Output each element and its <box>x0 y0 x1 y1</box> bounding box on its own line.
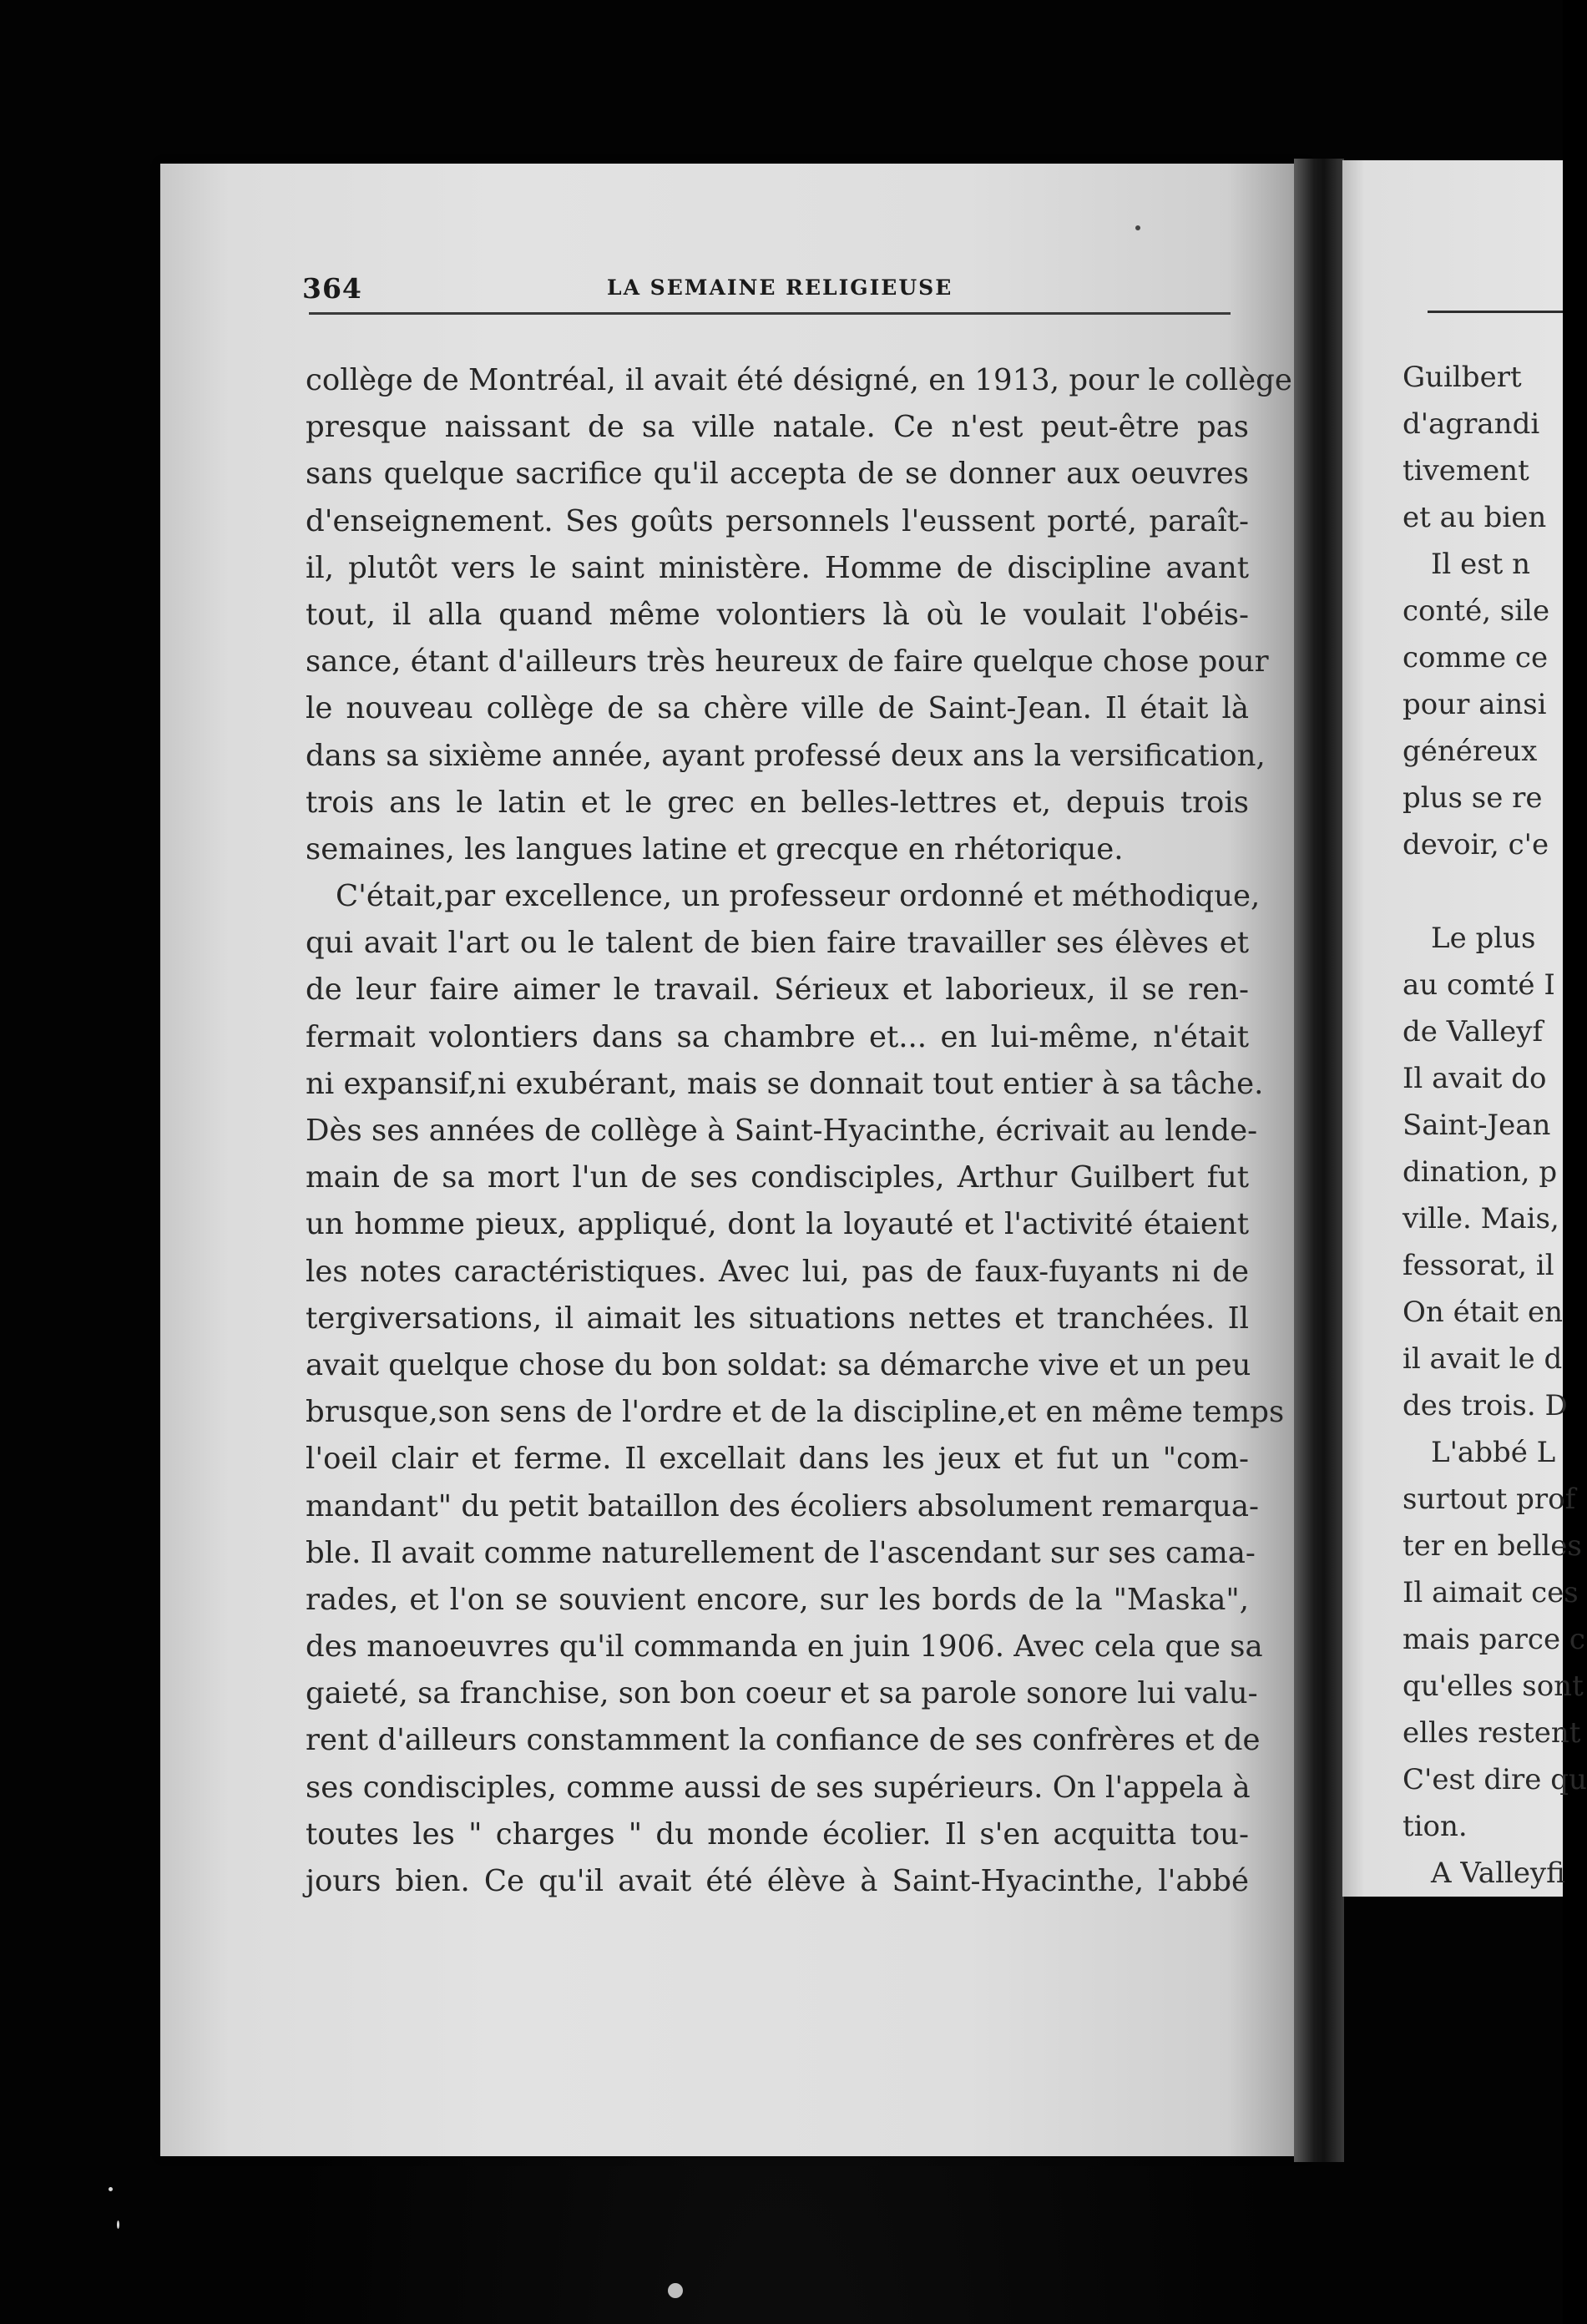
right-page-line: qu'elles sont <box>1403 1670 1584 1703</box>
right-page-line: Guilbert <box>1403 361 1522 394</box>
text-line: les notes caractéristiques. Avec lui, pas de faux-fuyants ni de <box>306 1254 1249 1289</box>
book-gutter <box>1294 159 1344 2162</box>
right-page-line: il avait le d <box>1403 1342 1563 1376</box>
body-text <box>306 357 1292 1905</box>
dust-speck <box>1135 225 1140 230</box>
text-line: main de sa mort l'un de ses condisciples, Arthur Guilbert fut <box>306 1160 1249 1195</box>
right-page-line: ville. Mais, <box>1403 1202 1559 1235</box>
right-page-line: conté, sile <box>1403 594 1550 628</box>
text-line: avait quelque chose du bon soldat: sa démarche vive et un peu <box>306 1347 1251 1382</box>
right-page-line: tivement <box>1403 454 1529 488</box>
text-line: trois ans le latin et le grec en belles-lettres et, depuis trois <box>306 785 1249 820</box>
right-page-line: Saint-Jean <box>1403 1109 1551 1142</box>
right-page-line: ter en belles <box>1403 1529 1582 1563</box>
running-title: LA SEMAINE RELIGIEUSE <box>607 275 953 300</box>
text-line: de leur faire aimer le travail. Sérieux et laborieux, il se ren- <box>306 973 1249 1008</box>
right-page-line: tion. <box>1403 1810 1468 1843</box>
right-page-line: comme ce <box>1403 641 1549 674</box>
header-rule <box>309 312 1231 315</box>
dust-speck <box>109 2187 113 2191</box>
text-line: sans quelque sacrifice qu'il accepta de se donner aux oeuvres <box>306 457 1249 492</box>
right-page-line: devoir, c'e <box>1403 828 1549 861</box>
text-line: C'était,par excellence, un professeur ordonné et méthodique, <box>336 879 1261 914</box>
right-page-line: d'agrandi <box>1403 407 1540 441</box>
page-number: 364 <box>302 272 362 305</box>
right-page-line: au comté I <box>1403 968 1555 1002</box>
right-page-line <box>1403 868 1569 915</box>
dust-speck <box>668 2283 683 2298</box>
text-line: brusque,son sens de l'ordre et de la discipline,et en même temps <box>306 1395 1285 1430</box>
text-line: l'oeil clair et ferme. Il excellait dans les jeux et fut un "com- <box>306 1442 1249 1477</box>
right-page-line: Il aimait ces <box>1403 1576 1579 1609</box>
text-line: des manoeuvres qu'il commanda en juin 1906. Avec cela que sa <box>306 1629 1263 1665</box>
text-line: sance, étant d'ailleurs très heureux de faire quelque chose pour <box>306 644 1269 680</box>
right-page-text <box>1403 354 1587 1897</box>
text-line: Dès ses années de collège à Saint-Hyacinthe, écrivait au lende- <box>306 1114 1258 1148</box>
right-page-line: et au bien <box>1403 501 1547 534</box>
right-page-line: généreux <box>1403 735 1538 768</box>
right-page-line: dination, p <box>1403 1155 1558 1189</box>
text-line: presque naissant de sa ville natale. Ce n'est peut-être pas <box>306 410 1249 445</box>
right-page-line: Il est n <box>1431 548 1531 581</box>
text-line: le nouveau collège de sa chère ville de Saint-Jean. Il était là <box>306 691 1249 726</box>
right-page-line: elles restent <box>1403 1716 1581 1750</box>
right-page-line: Il avait do <box>1403 1062 1547 1095</box>
right-page-line: C'est dire qu <box>1403 1763 1587 1796</box>
text-line: tout, il alla quand même volontiers là où le voulait l'obéis- <box>306 597 1249 632</box>
text-line: il, plutôt vers le saint ministère. Homme de discipline avant <box>306 550 1249 585</box>
right-page-line: plus se re <box>1403 781 1543 815</box>
dust-speck <box>117 2220 119 2229</box>
text-line: rent d'ailleurs constamment la confiance de ses confrères et de <box>306 1723 1261 1758</box>
right-page-line: On était en <box>1403 1296 1563 1329</box>
text-line: toutes les " charges " du monde écolier. Il s'en acquitta tou- <box>306 1816 1249 1852</box>
right-page-header-rule <box>1428 311 1563 313</box>
right-page-line: des trois. D <box>1403 1389 1568 1422</box>
text-line: dans sa sixième année, ayant professé deux ans la versification, <box>306 738 1266 773</box>
text-line: tergiversations, il aimait les situations nettes et tranchées. Il <box>306 1301 1249 1336</box>
text-line: d'enseignement. Ses goûts personnels l'eussent porté, paraît- <box>306 503 1249 538</box>
text-line: semaines, les langues latine et grecque en rhétorique. <box>306 831 1124 866</box>
text-line: fermait volontiers dans sa chambre et... en lui-même, n'était <box>306 1019 1249 1054</box>
right-page-line: L'abbé L <box>1431 1436 1556 1469</box>
page-header <box>302 265 1229 312</box>
text-line: ses condisciples, comme aussi de ses supérieurs. On l'appela à <box>306 1770 1251 1805</box>
text-line: jours bien. Ce qu'il avait été élève à Saint-Hyacinthe, l'abbé <box>306 1864 1249 1898</box>
text-line: collège de Montréal, il avait été désigné, en 1913, pour le collège <box>306 363 1292 397</box>
right-page-line: de Valleyf <box>1403 1015 1544 1048</box>
right-page-line: fessorat, il <box>1403 1249 1554 1282</box>
right-page-line: A Valleyfi <box>1431 1857 1565 1890</box>
text-line: rades, et l'on se souvient encore, sur les bords de la "Maska", <box>306 1582 1249 1617</box>
text-line: ble. Il avait comme naturellement de l'ascendant sur ses cama- <box>306 1535 1256 1570</box>
text-line: un homme pieux, appliqué, dont la loyauté et l'activité étaient <box>306 1207 1249 1242</box>
text-line: gaieté, sa franchise, son bon coeur et sa parole sonore lui valu- <box>306 1676 1258 1711</box>
text-line: qui avait l'art ou le talent de bien faire travailler ses élèves et <box>306 926 1249 961</box>
text-line: mandant" du petit bataillon des écoliers absolument remarqua- <box>306 1488 1259 1523</box>
right-page-line: pour ainsi <box>1403 688 1547 721</box>
right-page-line: Le plus <box>1431 922 1536 955</box>
text-line: ni expansif,ni exubérant, mais se donnait tout entier à sa tâche. <box>306 1066 1264 1101</box>
right-page-line: mais parce c <box>1403 1623 1585 1656</box>
right-page-line: surtout prof <box>1403 1483 1576 1516</box>
